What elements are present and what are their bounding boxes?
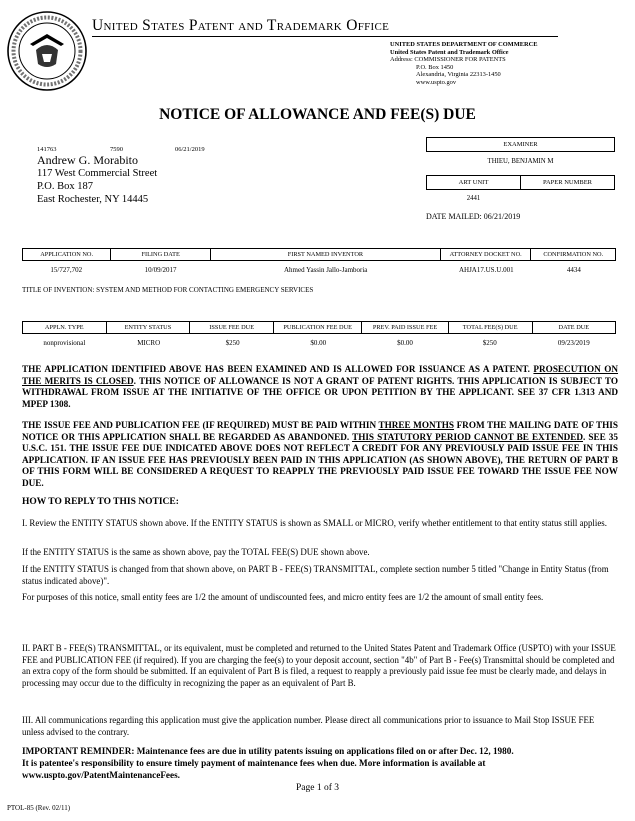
dept-line: UNITED STATES DEPARTMENT OF COMMERCE [390, 41, 538, 48]
invention-title: TITLE OF INVENTION: SYSTEM AND METHOD FOR CONTACTING EMERGENCY SERVICES [22, 286, 314, 294]
col-issue-fee-due: ISSUE FEE DUE [190, 322, 274, 334]
reply-instruction-3: If the ENTITY STATUS is changed from that shown above, on PART B - FEE(S) TRANSMITTAL, complete section number 5 titled "Change in Entity Status (from status indicated above)". [22, 564, 609, 586]
reply-instruction-1: I. Review the ENTITY STATUS shown above. If the ENTITY STATUS is shown as SMALL or MICRO, verify whether entitlement to that entity status still applies. [22, 518, 607, 528]
para2-text: . SEE 35 U.S.C. 151. THE ISSUE FEE DUE INDICATED ABOVE DOES NOT REFLECT A CREDIT FOR ANY PREVIOUSLY PAID ISSUE FEE IN THIS APPLICATION. IF AN ISSUE FEE HAS PREVIOUSLY BEEN PAID IN THIS APPLICATION (AS SHOWN ABOVE), THE RETURN OF PART B OF THIS FORM WILL BE CONSIDERED A REQUEST TO REAPPLY THE PREVIOUSLY PAID ISSUE FEE TOWARD THE ISSUE FEE NOW DUE. [22, 431, 618, 488]
col-filing-date: FILING DATE [111, 249, 211, 261]
confirmation-no: 4434 [566, 266, 581, 274]
allowance-paragraph [22, 364, 618, 410]
para2-text: THE ISSUE FEE AND PUBLICATION FEE (IF REQUIRED) MUST BE PAID WITHIN [22, 420, 379, 430]
col-appln-type: APPLN. TYPE [23, 322, 107, 334]
reminder-line: IMPORTANT REMINDER: Maintenance fees are due in utility patents issuing on applications filed on or after Dec. 12, 1980. [22, 746, 514, 756]
examiner-name: THIEU, BENJAMIN M [487, 158, 554, 165]
appln-type: nonprovisional [43, 339, 86, 347]
header-rule [92, 36, 558, 37]
code-2: 7590 [110, 146, 123, 153]
dept-line: United States Patent and Trademark Office [390, 48, 509, 56]
communications-instructions: III. All communications regarding this application must give the application number. Please direct all communications prior to issuance to Mail Stop ISSUE FEE unless advised to the contrary. [22, 715, 595, 737]
para1-text: THE APPLICATION IDENTIFIED ABOVE HAS BEEN EXAMINED AND IS ALLOWED FOR ISSUANCE AS A PATENT. [22, 364, 530, 374]
col-attorney-docket: ATTORNEY DOCKET NO. [440, 249, 531, 261]
col-confirmation-no: CONFIRMATION NO. [531, 249, 616, 261]
dept-line: Alexandria, Virginia 22313-1450 [416, 71, 501, 79]
application-table-values [22, 265, 616, 275]
maintenance-reminder [22, 745, 618, 781]
para2-text: FROM THE MAILING DATE OF THIS NOTICE OR THIS APPLICATION SHALL BE REGARDED AS ABANDONED. [22, 420, 618, 442]
reply-instruction-2: If the ENTITY STATUS is the same as shown above, pay the TOTAL FEE(S) DUE shown above. [22, 547, 370, 557]
reply-instruction-4: For purposes of this notice, small entity fees are 1/2 the amount of undiscounted fees, and micro entity fees are 1/2 the amount of small entity fees. [22, 592, 544, 602]
col-first-inventor: FIRST NAMED INVENTOR [211, 249, 441, 261]
application-table-header [22, 248, 616, 261]
col-date-due: DATE DUE [532, 322, 615, 334]
issue-fee-due: $250 [225, 339, 240, 347]
part-b-instructions: II. PART B - FEE(S) TRANSMITTAL, or its equivalent, must be completed and returned to the United States Patent and Trademark Office (USPTO) with your ISSUE FEE and PUBLICATION FEE (if required). If you are charging the fee(s) to your deposit account, section "4b" of Part B - Fee(s) Transmittal should be completed and an extra copy of the form should be submitted. If an equivalent of Part B is filed, a request to reapply a previously paid issue fee must be clearly made, and delays in processing may occur due to the difficulty in recognizing the paper as an equivalent of Part B. [22, 643, 616, 688]
filing-date: 10/09/2017 [144, 266, 177, 274]
attorney-docket: AHJA17.US.U.001 [458, 266, 514, 274]
art-unit-header: ART UNIT [426, 175, 521, 190]
fee-table-header [22, 321, 616, 334]
dept-line: P.O. Box 1450 [416, 63, 454, 71]
para1-text: . THIS NOTICE OF ALLOWANCE IS NOT A GRANT OF PATENT RIGHTS. THIS APPLICATION IS SUBJECT TO WITHDRAWAL FROM ISSUE AT THE INITIATIVE OF THE OFFICE OR UPON PETITION BY THE APPLICANT. SEE 37 CFR 1.313 AND MPEP 1308. [22, 375, 618, 409]
dept-line: Address: COMMISSIONER FOR PATENTS [390, 56, 506, 64]
page-number: Page 1 of 3 [295, 783, 339, 793]
department-address [390, 41, 537, 87]
col-publication-fee-due: PUBLICATION FEE DUE [274, 322, 362, 334]
art-unit-value: 2441 [466, 195, 481, 202]
col-application-no: APPLICATION NO. [23, 249, 111, 261]
date-due: 09/23/2019 [557, 339, 590, 347]
code-1: 141763 [37, 146, 57, 153]
form-id: PTOL-85 (Rev. 02/11) [7, 804, 71, 812]
col-prev-paid-issue-fee: PREV. PAID ISSUE FEE [362, 322, 448, 334]
reminder-line: www.uspto.gov/PatentMaintenanceFees. [22, 770, 180, 780]
prev-paid-issue-fee: $0.00 [397, 339, 413, 347]
address-line: 117 West Commercial Street [37, 168, 158, 179]
fee-payment-paragraph [22, 420, 618, 490]
col-total-fees-due: TOTAL FEE(S) DUE [448, 322, 532, 334]
address-line: P.O. Box 187 [37, 181, 94, 193]
reminder-line: It is patentee's responsibility to ensure timely payment of maintenance fees when due. More information is available at [22, 758, 486, 768]
total-fees-due: $250 [482, 339, 497, 347]
dept-line: www.uspto.gov [416, 78, 457, 86]
code-3: 06/21/2019 [175, 146, 205, 153]
uspto-seal-logo [6, 10, 88, 92]
how-to-reply-heading: HOW TO REPLY TO THIS NOTICE: [22, 497, 179, 507]
three-months: THREE MONTHS [378, 420, 455, 430]
date-mailed: DATE MAILED: 06/21/2019 [426, 212, 521, 221]
notice-title: NOTICE OF ALLOWANCE AND FEE(S) DUE [159, 106, 476, 123]
fee-table-values [22, 338, 616, 348]
publication-fee-due: $0.00 [310, 339, 327, 347]
addressee-name: Andrew G. Morabito [37, 153, 138, 167]
statutory-period: THIS STATUTORY PERIOD CANNOT BE EXTENDED [352, 431, 584, 442]
office-title: United States Patent and Trademark Office [92, 17, 390, 34]
col-entity-status: ENTITY STATUS [106, 322, 190, 334]
application-no: 15/727,702 [50, 266, 83, 274]
correspondence-address [37, 153, 157, 207]
first-inventor: Ahmed Yassin Jallo-Jamboria [284, 266, 368, 274]
examiner-header: EXAMINER [426, 137, 615, 152]
entity-status: MICRO [137, 339, 161, 347]
prosecution-closed: PROSECUTION ON THE MERITS IS CLOSED [22, 364, 619, 386]
paper-number-header: PAPER NUMBER [520, 175, 615, 190]
address-line: East Rochester, NY 14445 [37, 194, 149, 206]
